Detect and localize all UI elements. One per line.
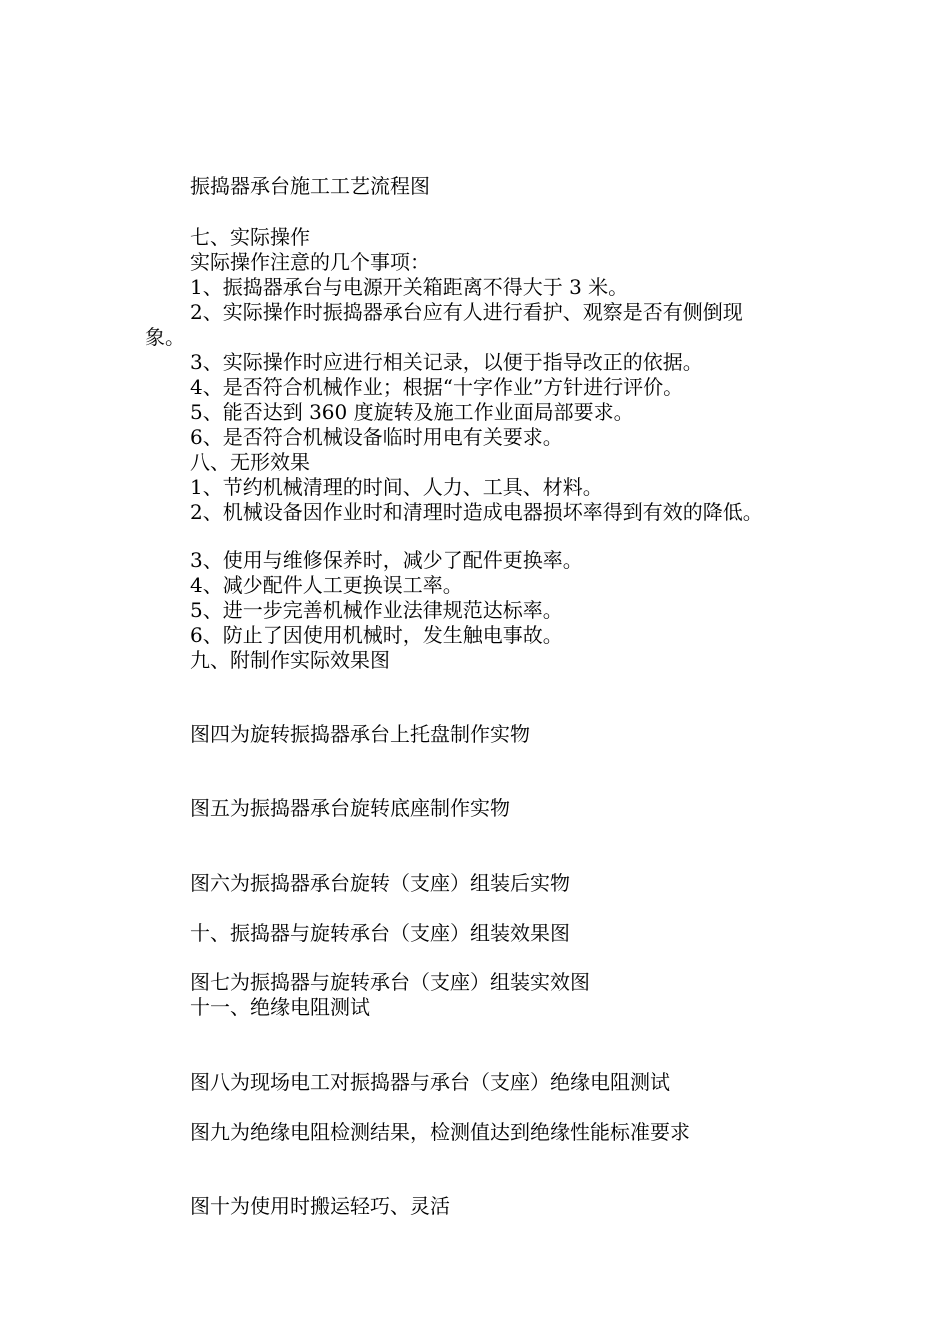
effect-4: 4、减少配件人工更换误工率。 — [190, 573, 463, 597]
note-6: 6、是否符合机械设备临时用电有关要求。 — [190, 425, 563, 449]
effect-1: 1、节约机械清理的时间、人力、工具、材料。 — [190, 475, 603, 499]
effect-6: 6、防止了因使用机械时，发生触电事故。 — [190, 623, 563, 647]
effect-2: 2、机械设备因作业时和清理时造成电器损坏率得到有效的降低。 — [190, 500, 763, 524]
figure-9-caption: 图九为绝缘电阻检测结果，检测值达到绝缘性能标准要求 — [190, 1120, 690, 1144]
notes-intro: 实际操作注意的几个事项： — [190, 250, 430, 274]
note-3: 3、实际操作时应进行相关记录，以便于指导改正的依据。 — [190, 350, 703, 374]
figure-10-caption: 图十为使用时搬运轻巧、灵活 — [190, 1194, 450, 1218]
figure-5-caption: 图五为振捣器承台旋转底座制作实物 — [190, 796, 510, 820]
section-11-heading: 十一、绝缘电阻测试 — [190, 995, 370, 1019]
note-4: 4、是否符合机械作业；根据“十字作业”方针进行评价。 — [190, 375, 684, 399]
figure-8-caption: 图八为现场电工对振捣器与承台（支座）绝缘电阻测试 — [190, 1070, 670, 1094]
section-9-heading: 九、附制作实际效果图 — [190, 648, 390, 672]
note-2-cont: 象。 — [145, 325, 185, 349]
figure-7-caption: 图七为振捣器与旋转承台（支座）组装实效图 — [190, 970, 590, 994]
note-2: 2、实际操作时振捣器承台应有人进行看护、观察是否有侧倒现 — [190, 300, 743, 324]
note-5: 5、能否达到 360 度旋转及施工作业面局部要求。 — [190, 400, 634, 424]
note-1: 1、振捣器承台与电源开关箱距离不得大于 3 米。 — [190, 275, 629, 299]
section-10-heading: 十、振捣器与旋转承台（支座）组装效果图 — [190, 921, 570, 945]
flowchart-caption: 振捣器承台施工工艺流程图 — [190, 174, 430, 198]
effect-3: 3、使用与维修保养时，减少了配件更换率。 — [190, 548, 583, 572]
figure-6-caption: 图六为振捣器承台旋转（支座）组装后实物 — [190, 871, 570, 895]
figure-4-caption: 图四为旋转振捣器承台上托盘制作实物 — [190, 722, 530, 746]
effect-5: 5、进一步完善机械作业法律规范达标率。 — [190, 598, 563, 622]
section-8-heading: 八、无形效果 — [190, 450, 310, 474]
section-7-heading: 七、实际操作 — [190, 225, 310, 249]
